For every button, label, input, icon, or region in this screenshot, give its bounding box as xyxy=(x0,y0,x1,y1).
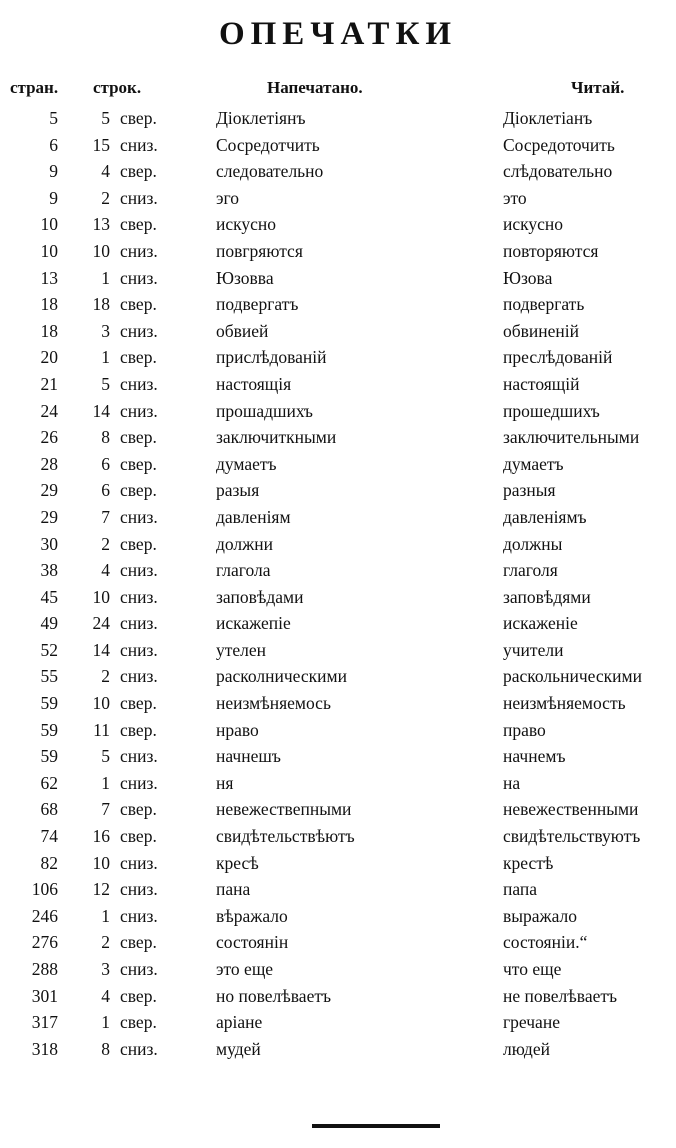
cell-read: искусно xyxy=(503,214,564,235)
table-row xyxy=(0,105,676,132)
cell-printed: Діоклетіянъ xyxy=(216,108,306,128)
cell-line: 10 xyxy=(92,240,110,261)
cell-direction: сниз. xyxy=(120,506,158,527)
cell-line: 2 xyxy=(101,666,110,687)
cell-page: 59 xyxy=(40,746,58,767)
cell-line: 4 xyxy=(101,985,110,1006)
cell-read: состояніи.“ xyxy=(503,932,588,953)
table-row xyxy=(0,929,676,956)
cell-direction: сниз. xyxy=(120,586,158,607)
cell-printed: заповѣдами xyxy=(216,586,304,607)
cell-printed: состоянін xyxy=(216,932,289,953)
cell-read: крестѣ xyxy=(503,852,554,873)
cell-page: 317 xyxy=(31,1012,58,1033)
cell-line: 2 xyxy=(101,533,110,554)
table-row xyxy=(0,344,676,371)
table-row xyxy=(0,903,676,930)
cell-page: 55 xyxy=(40,666,58,687)
cell-printed: искусно xyxy=(216,214,277,235)
table-row xyxy=(0,557,676,584)
cell-printed: глагола xyxy=(216,560,271,581)
cell-printed: заключиткными xyxy=(216,427,337,448)
cell-line: 3 xyxy=(101,320,110,341)
cell-read: Діоклетіанъ xyxy=(503,108,593,128)
cell-printed: пана xyxy=(216,879,251,900)
cell-page: 9 xyxy=(49,187,58,208)
cell-direction: свер. xyxy=(120,799,157,820)
cell-read: учители xyxy=(503,639,564,660)
cell-page: 62 xyxy=(40,772,58,793)
cell-line: 7 xyxy=(101,506,110,527)
cell-line: 12 xyxy=(92,879,110,900)
cell-page: 20 xyxy=(40,347,58,368)
cell-printed: обвией xyxy=(216,320,269,341)
cell-line: 1 xyxy=(101,772,110,793)
cell-direction: свер. xyxy=(120,294,157,315)
closing-rule xyxy=(312,1124,440,1128)
table-header xyxy=(0,78,676,102)
cell-direction: свер. xyxy=(120,214,157,235)
table-row xyxy=(0,690,676,717)
cell-page: 38 xyxy=(40,560,58,581)
cell-read: что еще xyxy=(503,959,562,979)
cell-page: 29 xyxy=(40,480,58,501)
cell-printed: мудей xyxy=(216,1038,261,1059)
cell-printed: прошадшихъ xyxy=(216,400,313,421)
cell-printed: но повелѣваетъ xyxy=(216,985,332,1006)
cell-printed: аріане xyxy=(216,1012,263,1033)
cell-read: прошедшихъ xyxy=(503,400,600,421)
cell-read: преслѣдованій xyxy=(503,347,613,368)
cell-page: 276 xyxy=(31,932,58,953)
cell-direction: сниз. xyxy=(120,905,158,926)
table-row xyxy=(0,424,676,451)
header-page: стран. xyxy=(10,78,59,97)
cell-line: 3 xyxy=(101,959,110,979)
header-line: строк. xyxy=(93,78,142,97)
cell-printed: расколническими xyxy=(216,666,347,687)
cell-read: право xyxy=(503,719,546,740)
cell-line: 5 xyxy=(101,108,110,128)
cell-line: 15 xyxy=(92,134,110,155)
cell-direction: сниз. xyxy=(120,666,158,687)
cell-page: 59 xyxy=(40,719,58,740)
cell-page: 9 xyxy=(49,161,58,182)
cell-printed: нраво xyxy=(216,719,259,740)
cell-read: обвиненій xyxy=(503,320,580,341)
cell-page: 301 xyxy=(31,985,58,1006)
cell-page: 29 xyxy=(40,506,58,527)
cell-line: 4 xyxy=(101,161,110,182)
cell-page: 106 xyxy=(31,879,58,900)
cell-line: 18 xyxy=(92,294,110,315)
cell-printed: подвергатъ xyxy=(216,294,299,315)
cell-line: 1 xyxy=(101,347,110,368)
cell-direction: свер. xyxy=(120,1012,157,1033)
cell-printed: настоящія xyxy=(216,373,292,394)
cell-direction: сниз. xyxy=(120,400,158,421)
cell-line: 6 xyxy=(101,480,110,501)
table-row xyxy=(0,637,676,664)
cell-line: 5 xyxy=(101,373,110,394)
cell-page: 74 xyxy=(40,826,58,847)
errata-table xyxy=(0,105,676,1062)
cell-page: 246 xyxy=(31,905,58,926)
cell-line: 10 xyxy=(92,852,110,873)
cell-read: должны xyxy=(503,533,563,554)
cell-direction: свер. xyxy=(120,719,157,740)
table-row xyxy=(0,185,676,212)
header-read: Читай. xyxy=(571,78,625,97)
table-row xyxy=(0,132,676,159)
cell-read: людей xyxy=(503,1038,550,1059)
cell-read: думаетъ xyxy=(503,453,564,474)
cell-printed: думаетъ xyxy=(216,453,277,474)
cell-page: 49 xyxy=(40,613,58,634)
cell-line: 1 xyxy=(101,905,110,926)
table-row xyxy=(0,850,676,877)
cell-printed: искажепіе xyxy=(216,613,291,634)
table-row xyxy=(0,1036,676,1063)
table-row xyxy=(0,531,676,558)
cell-line: 10 xyxy=(92,693,110,714)
cell-printed: эго xyxy=(216,187,240,208)
cell-page: 82 xyxy=(40,852,58,873)
cell-page: 52 xyxy=(40,639,58,660)
cell-direction: сниз. xyxy=(120,560,158,581)
table-row xyxy=(0,504,676,531)
cell-page: 30 xyxy=(40,533,58,554)
cell-printed: следовательно xyxy=(216,161,324,182)
cell-printed: утелен xyxy=(216,639,267,660)
cell-direction: сниз. xyxy=(120,373,158,394)
cell-line: 2 xyxy=(101,187,110,208)
cell-direction: свер. xyxy=(120,480,157,501)
cell-read: папа xyxy=(503,879,538,900)
cell-page: 24 xyxy=(40,400,58,421)
cell-printed: Сосредотчить xyxy=(216,134,320,155)
cell-read: свидѣтельствуютъ xyxy=(503,826,641,847)
cell-direction: свер. xyxy=(120,826,157,847)
cell-read: Сосредоточить xyxy=(503,134,615,155)
cell-printed: разыя xyxy=(216,480,260,501)
cell-read: давленіямъ xyxy=(503,506,587,527)
cell-read: заповѣдями xyxy=(503,586,591,607)
cell-direction: сниз. xyxy=(120,267,158,288)
cell-page: 26 xyxy=(40,427,58,448)
cell-printed: повгряются xyxy=(216,240,303,261)
table-row xyxy=(0,876,676,903)
page-title: ОПЕЧАТКИ xyxy=(218,16,458,52)
table-row xyxy=(0,823,676,850)
table-row xyxy=(0,477,676,504)
cell-direction: сниз. xyxy=(120,639,158,660)
cell-direction: сниз. xyxy=(120,134,158,155)
cell-direction: сниз. xyxy=(120,320,158,341)
cell-direction: сниз. xyxy=(120,240,158,261)
cell-read: повторяются xyxy=(503,240,599,261)
table-row xyxy=(0,796,676,823)
cell-direction: сниз. xyxy=(120,852,158,873)
cell-read: на xyxy=(503,772,521,793)
cell-read: невежественными xyxy=(503,799,639,820)
cell-printed: начнешъ xyxy=(216,746,281,767)
cell-read: искаженіе xyxy=(503,613,578,634)
cell-line: 2 xyxy=(101,932,110,953)
table-row xyxy=(0,956,676,983)
cell-page: 28 xyxy=(40,453,58,474)
cell-printed: прислѣдованій xyxy=(216,347,327,368)
cell-read: настоящій xyxy=(503,373,580,394)
cell-line: 7 xyxy=(101,799,110,820)
cell-line: 24 xyxy=(92,613,110,634)
cell-page: 10 xyxy=(40,214,58,235)
cell-read: разныя xyxy=(503,480,556,501)
cell-direction: сниз. xyxy=(120,1038,158,1059)
cell-page: 59 xyxy=(40,693,58,714)
cell-line: 6 xyxy=(101,453,110,474)
table-row xyxy=(0,743,676,770)
cell-read: начнемъ xyxy=(503,746,566,767)
cell-line: 1 xyxy=(101,267,110,288)
cell-line: 4 xyxy=(101,560,110,581)
table-row xyxy=(0,770,676,797)
cell-page: 5 xyxy=(49,108,58,128)
cell-printed: Юзовва xyxy=(216,267,274,288)
cell-direction: сниз. xyxy=(120,187,158,208)
cell-line: 14 xyxy=(92,400,110,421)
cell-printed: кресѣ xyxy=(216,852,259,873)
cell-page: 6 xyxy=(49,134,58,155)
table-row xyxy=(0,610,676,637)
table-row xyxy=(0,1009,676,1036)
cell-read: это xyxy=(503,187,527,208)
cell-page: 68 xyxy=(40,799,58,820)
table-row xyxy=(0,158,676,185)
cell-line: 8 xyxy=(101,1038,110,1059)
cell-read: раскольническими xyxy=(503,666,642,687)
table-row xyxy=(0,663,676,690)
table-row xyxy=(0,265,676,292)
cell-direction: сниз. xyxy=(120,772,158,793)
cell-direction: свер. xyxy=(120,108,157,128)
cell-direction: свер. xyxy=(120,985,157,1006)
cell-read: выражало xyxy=(503,905,578,926)
cell-read: гречане xyxy=(503,1012,560,1033)
table-row xyxy=(0,291,676,318)
cell-read: не повелѣваетъ xyxy=(503,985,618,1006)
cell-direction: свер. xyxy=(120,932,157,953)
table-row xyxy=(0,717,676,744)
cell-line: 14 xyxy=(92,639,110,660)
cell-direction: свер. xyxy=(120,453,157,474)
cell-line: 11 xyxy=(93,719,110,740)
cell-printed: невежествепными xyxy=(216,799,352,820)
cell-direction: свер. xyxy=(120,533,157,554)
cell-printed: это еще xyxy=(216,959,274,979)
cell-line: 13 xyxy=(92,214,110,235)
cell-page: 10 xyxy=(40,240,58,261)
cell-page: 18 xyxy=(40,320,58,341)
cell-page: 318 xyxy=(31,1038,58,1059)
cell-read: Юзова xyxy=(503,267,553,288)
table-row xyxy=(0,584,676,611)
table-row xyxy=(0,398,676,425)
table-row xyxy=(0,238,676,265)
cell-printed: должни xyxy=(216,533,273,554)
cell-read: заключительными xyxy=(503,427,640,448)
cell-page: 18 xyxy=(40,294,58,315)
cell-printed: давленіям xyxy=(216,506,291,527)
cell-printed: вѣражало xyxy=(216,905,288,926)
cell-page: 288 xyxy=(31,959,58,979)
cell-line: 16 xyxy=(92,826,110,847)
cell-direction: свер. xyxy=(120,347,157,368)
cell-page: 45 xyxy=(40,586,58,607)
cell-direction: сниз. xyxy=(120,959,158,979)
cell-direction: сниз. xyxy=(120,879,158,900)
cell-direction: сниз. xyxy=(120,613,158,634)
cell-line: 1 xyxy=(101,1012,110,1033)
table-row xyxy=(0,371,676,398)
cell-direction: свер. xyxy=(120,161,157,182)
cell-printed: неизмѣняемось xyxy=(216,693,331,714)
cell-printed: ня xyxy=(216,772,234,793)
cell-line: 10 xyxy=(92,586,110,607)
cell-line: 8 xyxy=(101,427,110,448)
cell-direction: сниз. xyxy=(120,746,158,767)
cell-printed: свидѣтельствѣютъ xyxy=(216,826,355,847)
cell-direction: свер. xyxy=(120,693,157,714)
table-row xyxy=(0,451,676,478)
cell-page: 21 xyxy=(40,373,58,394)
cell-read: неизмѣняемость xyxy=(503,693,626,714)
cell-read: слѣдовательно xyxy=(503,161,613,182)
table-row xyxy=(0,211,676,238)
cell-direction: свер. xyxy=(120,427,157,448)
table-row xyxy=(0,318,676,345)
table-row xyxy=(0,983,676,1010)
cell-page: 13 xyxy=(40,267,58,288)
cell-line: 5 xyxy=(101,746,110,767)
cell-read: подвергать xyxy=(503,294,585,315)
header-printed: Напечатано. xyxy=(267,78,363,97)
cell-read: глаголя xyxy=(503,560,558,581)
